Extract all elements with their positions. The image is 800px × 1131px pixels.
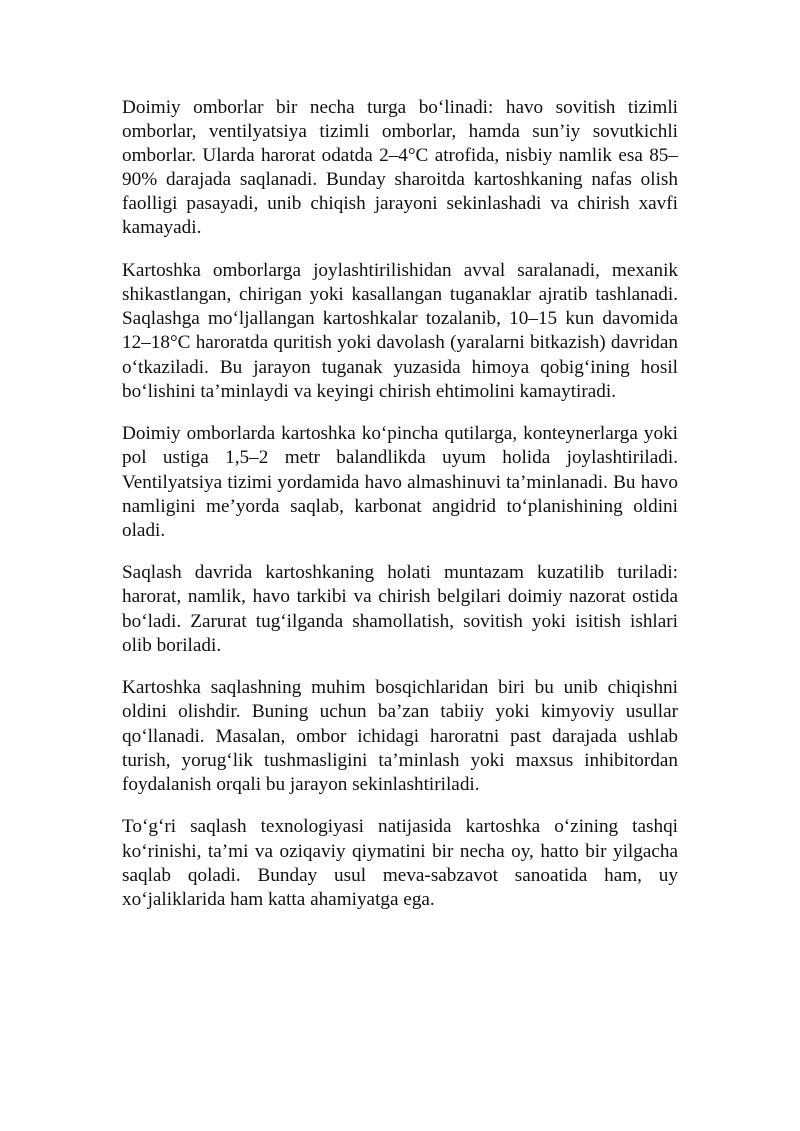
document-page	[122, 96, 678, 930]
paragraph-4: Saqlash davrida kartoshkaning holati muntazam kuzatilib turiladi: harorat, namlik, havo tarkibi va chirish belgilari doimiy nazorat ostida bo‘ladi. Zarurat tug‘ilganda shamollatish, sovitish yoki isitish ishlari olib boriladi.	[122, 562, 678, 656]
paragraph-1: Doimiy omborlar bir necha turga bo‘linadi: havo sovitish tizimli omborlar, ventilyatsiya tizimli omborlar, hamda sun’iy sovutkichli omborlar. Ularda harorat odatda 2–4°C atrofida, nisbiy namlik esa 85–90% darajada saqlanadi. Bunday sharoitda kartoshkaning nafas olish faolligi pasayadi, unib chiqish jarayoni sekinlashadi va chirish xavfi kamayadi.	[122, 97, 678, 239]
paragraph-5: Kartoshka saqlashning muhim bosqichlaridan biri bu unib chiqishni oldini olishdir. Buning uchun ba’zan tabiiy yoki kimyoviy usullar qo‘llanadi. Masalan, ombor ichidagi haroratni past darajada ushlab turish, yorug‘lik tushmasligini ta’minlash yoki maxsus inhibitordan foydalanish orqali bu jarayon sekinlashtiriladi.	[122, 677, 678, 795]
paragraph-2: Kartoshka omborlarga joylashtirilishidan avval saralanadi, mexanik shikastlangan, chirigan yoki kasallangan tuganaklar ajratib tashlanadi. Saqlashga mo‘ljallangan kartoshkalar tozalanib, 10–15 kun davomida 12–18°C haroratda quritish yoki davolash (yaralarni bitkazish) davridan o‘tkaziladi. Bu jarayon tuganak yuzasida himoya qobig‘ining hosil bo‘lishini ta’minlaydi va keyingi chirish ehtimolini kamaytiradi.	[122, 260, 678, 402]
paragraph-6: To‘g‘ri saqlash texnologiyasi natijasida kartoshka o‘zining tashqi ko‘rinishi, ta’mi va oziqaviy qiymatini bir necha oy, hatto bir yilgacha saqlab qoladi. Bunday usul meva-sabzavot sanoatida ham, uy xo‘jaliklarida ham katta ahamiyatga ega.	[122, 816, 678, 910]
paragraph-3: Doimiy omborlarda kartoshka ko‘pincha qutilarga, konteynerlarga yoki pol ustiga 1,5–2 metr balandlikda uyum holida joylashtiriladi. Ventilyatsiya tizimi yordamida havo almashinuvi ta’minlanadi. Bu havo namligini me’yorda saqlab, karbonat angidrid to‘planishining oldini oladi.	[122, 423, 678, 541]
